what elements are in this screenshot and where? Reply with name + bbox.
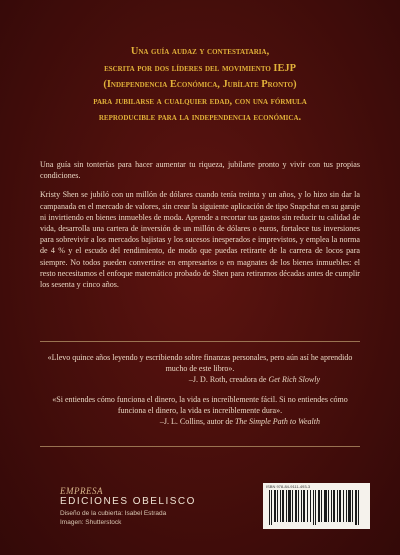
intro-line: para jubilarse a cualquier edad, con una fórmula (93, 95, 307, 107)
divider (40, 341, 360, 342)
description-paragraph: Kristy Shen se jubiló con un millón de dólares cuando tenía treinta y un años, y lo hizo sin dar la campanada en el mercado de valores, sin crear la siguiente aplicación de tipo Snapchat en su garaje ni invirtiendo en bienes inmuebles de moda. Aprende a recortar tus gastos sin reducir tu calidad de vida, desarrolla una cartera de inversión de un millón de dólares o euros, fortalece tus inversiones para sobrevivir a los mercados bajistas y los sucesos inesperados e imprevistos, y emplea la norma de 4 % y el escudo del rendimiento, de modo que puedas retirarte de la carrera de locos para siempre. No todos pueden convertirse en empresarios o en magnates de los bienes inmuebles: el resto necesitamos el enfoque matemático probado de Shen para retirarnos décadas antes de cumplir los sesenta y cinco años. (40, 190, 360, 290)
intro-line: Una guía audaz y contestataria, (130, 46, 270, 57)
testimonial-attribution (40, 374, 360, 385)
intro-line: escrita por dos líderes del movimiento IEJP (104, 62, 296, 74)
testimonial-attribution (40, 416, 360, 427)
intro-line: (Independencia Económica, Jubílate Pronto) (103, 79, 297, 91)
publisher-block (60, 486, 196, 527)
attribution-author: –J. D. Roth, creadora de (188, 375, 269, 385)
attribution-author: –J. L. Collins, autor de (159, 417, 235, 427)
description-paragraph: Una guía sin tonterías para hacer aumentar tu riqueza, jubilarte pronto y vivir con tus propias condiciones. (40, 160, 360, 181)
testimonial-2 (40, 394, 360, 428)
publisher-name: EDICIONES OBELISCO (60, 496, 196, 507)
description (40, 159, 360, 296)
testimonial-1 (40, 352, 360, 386)
isbn-text: ISBN 978-84-9111-493-3 (266, 484, 311, 489)
attribution-title: Get Rich Slowly (268, 375, 320, 385)
credits (60, 510, 196, 527)
barcode-icon (267, 490, 366, 527)
divider (40, 446, 360, 447)
testimonial-text: «Si entiendes cómo funciona el dinero, la vida es increíblemente fácil. Si no entiendes cómo funciona el dinero, la vida es increíblemente dura». (52, 395, 348, 416)
image-credit: Imagen: Shutterstock (60, 518, 122, 526)
intro-blurb (40, 44, 360, 127)
intro-line: reproducible para la independencia económica. (98, 112, 302, 124)
barcode (263, 483, 370, 529)
design-credit: Diseño de la cubierta: Isabel Estrada (60, 510, 167, 517)
attribution-title: The Simple Path to Wealth (234, 417, 320, 427)
testimonial-text: «Llevo quince años leyendo y escribiendo sobre finanzas personales, pero aún así he aprendido mucho de este libro». (47, 353, 353, 374)
imprint-label: EMPRESA (60, 486, 103, 496)
